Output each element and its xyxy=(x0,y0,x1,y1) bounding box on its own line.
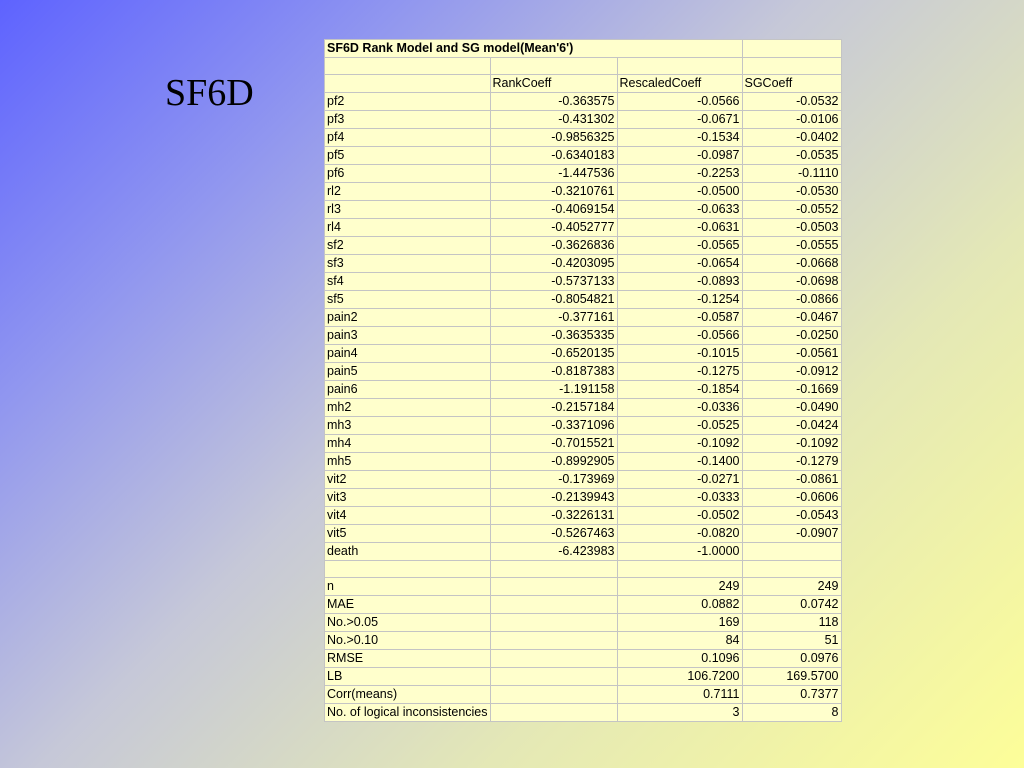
value-cell: -0.0907 xyxy=(742,525,841,543)
row-label: mh2 xyxy=(325,399,491,417)
empty-cell xyxy=(742,561,841,578)
value-cell: -0.1092 xyxy=(742,435,841,453)
value-cell: -0.3626836 xyxy=(490,237,617,255)
row-label: death xyxy=(325,543,491,561)
value-cell xyxy=(742,543,841,561)
value-cell xyxy=(490,650,617,668)
stats-row xyxy=(325,704,842,722)
value-cell: -0.1110 xyxy=(742,165,841,183)
stats-row xyxy=(325,596,842,614)
table-row xyxy=(325,255,842,273)
row-label: mh3 xyxy=(325,417,491,435)
value-cell xyxy=(490,596,617,614)
empty-cell xyxy=(742,40,841,58)
coefficients-table-container xyxy=(324,39,842,722)
table-row xyxy=(325,489,842,507)
header-cell: RescaledCoeff xyxy=(617,75,742,93)
value-cell: -0.431302 xyxy=(490,111,617,129)
value-cell: -0.0271 xyxy=(617,471,742,489)
value-cell: 51 xyxy=(742,632,841,650)
value-cell: -0.0668 xyxy=(742,255,841,273)
value-cell xyxy=(490,686,617,704)
table-row xyxy=(325,129,842,147)
table-row xyxy=(325,165,842,183)
table-row xyxy=(325,183,842,201)
value-cell: -0.0336 xyxy=(617,399,742,417)
table-title-row xyxy=(325,40,842,58)
value-cell: -0.0587 xyxy=(617,309,742,327)
value-cell: -1.447536 xyxy=(490,165,617,183)
value-cell: -0.1254 xyxy=(617,291,742,309)
row-label: vit5 xyxy=(325,525,491,543)
value-cell: 0.0976 xyxy=(742,650,841,668)
value-cell: -0.1092 xyxy=(617,435,742,453)
value-cell: -0.0631 xyxy=(617,219,742,237)
row-label: Corr(means) xyxy=(325,686,491,704)
value-cell: -6.423983 xyxy=(490,543,617,561)
empty-cell xyxy=(617,58,742,75)
value-cell: -0.0561 xyxy=(742,345,841,363)
row-label: No. of logical inconsistencies xyxy=(325,704,491,722)
value-cell xyxy=(490,578,617,596)
stats-row xyxy=(325,578,842,596)
value-cell: 249 xyxy=(617,578,742,596)
row-label: mh5 xyxy=(325,453,491,471)
table-row xyxy=(325,93,842,111)
value-cell: -0.3226131 xyxy=(490,507,617,525)
value-cell: -0.377161 xyxy=(490,309,617,327)
value-cell: -0.0402 xyxy=(742,129,841,147)
value-cell: -0.0633 xyxy=(617,201,742,219)
value-cell: -0.1854 xyxy=(617,381,742,399)
stats-row xyxy=(325,668,842,686)
value-cell: -0.0866 xyxy=(742,291,841,309)
value-cell: -0.0535 xyxy=(742,147,841,165)
blank-row xyxy=(325,561,842,578)
value-cell: -0.0566 xyxy=(617,327,742,345)
value-cell: -0.0861 xyxy=(742,471,841,489)
value-cell: -0.0912 xyxy=(742,363,841,381)
table-row xyxy=(325,291,842,309)
table-row xyxy=(325,273,842,291)
value-cell xyxy=(490,668,617,686)
value-cell xyxy=(490,704,617,722)
value-cell: -0.2157184 xyxy=(490,399,617,417)
stats-row xyxy=(325,650,842,668)
row-label: sf4 xyxy=(325,273,491,291)
value-cell: -0.0698 xyxy=(742,273,841,291)
value-cell: -0.0333 xyxy=(617,489,742,507)
row-label: No.>0.10 xyxy=(325,632,491,650)
table-body xyxy=(325,40,842,722)
row-label: sf2 xyxy=(325,237,491,255)
value-cell: -0.363575 xyxy=(490,93,617,111)
value-cell: -0.0606 xyxy=(742,489,841,507)
value-cell: -0.1400 xyxy=(617,453,742,471)
value-cell: -0.8054821 xyxy=(490,291,617,309)
stats-row xyxy=(325,686,842,704)
table-row xyxy=(325,201,842,219)
value-cell: -0.0424 xyxy=(742,417,841,435)
value-cell: -0.0502 xyxy=(617,507,742,525)
value-cell: -0.2139943 xyxy=(490,489,617,507)
value-cell: -0.6340183 xyxy=(490,147,617,165)
value-cell: 0.7111 xyxy=(617,686,742,704)
value-cell: -0.5267463 xyxy=(490,525,617,543)
value-cell: -0.0555 xyxy=(742,237,841,255)
row-label: mh4 xyxy=(325,435,491,453)
value-cell: -0.0525 xyxy=(617,417,742,435)
value-cell: -0.4052777 xyxy=(490,219,617,237)
row-label: pain5 xyxy=(325,363,491,381)
row-label: RMSE xyxy=(325,650,491,668)
row-label: sf3 xyxy=(325,255,491,273)
value-cell: -0.9856325 xyxy=(490,129,617,147)
row-label: vit3 xyxy=(325,489,491,507)
value-cell: -0.0543 xyxy=(742,507,841,525)
row-label: pf3 xyxy=(325,111,491,129)
stats-row xyxy=(325,614,842,632)
empty-cell xyxy=(325,561,491,578)
table-row xyxy=(325,363,842,381)
value-cell: -0.4203095 xyxy=(490,255,617,273)
table-row xyxy=(325,219,842,237)
value-cell: -0.0250 xyxy=(742,327,841,345)
value-cell: -0.0893 xyxy=(617,273,742,291)
value-cell: -0.1275 xyxy=(617,363,742,381)
row-label: No.>0.05 xyxy=(325,614,491,632)
value-cell: -0.8187383 xyxy=(490,363,617,381)
row-label: pain4 xyxy=(325,345,491,363)
row-label: n xyxy=(325,578,491,596)
value-cell: -0.2253 xyxy=(617,165,742,183)
value-cell: 0.1096 xyxy=(617,650,742,668)
empty-cell xyxy=(617,561,742,578)
table-row xyxy=(325,435,842,453)
value-cell: -0.4069154 xyxy=(490,201,617,219)
value-cell: 3 xyxy=(617,704,742,722)
row-label: rl2 xyxy=(325,183,491,201)
value-cell: -0.173969 xyxy=(490,471,617,489)
table-row xyxy=(325,309,842,327)
value-cell: -1.0000 xyxy=(617,543,742,561)
value-cell: -0.0987 xyxy=(617,147,742,165)
value-cell: -0.0500 xyxy=(617,183,742,201)
table-row xyxy=(325,543,842,561)
table-row xyxy=(325,507,842,525)
value-cell: -0.8992905 xyxy=(490,453,617,471)
value-cell: -0.0467 xyxy=(742,309,841,327)
value-cell: -0.1534 xyxy=(617,129,742,147)
value-cell: -0.1015 xyxy=(617,345,742,363)
stats-row xyxy=(325,632,842,650)
value-cell: 118 xyxy=(742,614,841,632)
slide-title: SF6D xyxy=(165,72,254,114)
row-label: sf5 xyxy=(325,291,491,309)
value-cell: -0.0490 xyxy=(742,399,841,417)
value-cell: -0.5737133 xyxy=(490,273,617,291)
value-cell: -0.1669 xyxy=(742,381,841,399)
value-cell: -0.0566 xyxy=(617,93,742,111)
value-cell: -0.0532 xyxy=(742,93,841,111)
table-row xyxy=(325,147,842,165)
row-label: pain6 xyxy=(325,381,491,399)
value-cell: -0.0820 xyxy=(617,525,742,543)
coefficients-table xyxy=(324,39,842,722)
value-cell: 169 xyxy=(617,614,742,632)
value-cell: -0.0552 xyxy=(742,201,841,219)
value-cell: 249 xyxy=(742,578,841,596)
value-cell: 0.7377 xyxy=(742,686,841,704)
value-cell: 106.7200 xyxy=(617,668,742,686)
row-label: LB xyxy=(325,668,491,686)
row-label: vit2 xyxy=(325,471,491,489)
value-cell: 169.5700 xyxy=(742,668,841,686)
table-row xyxy=(325,381,842,399)
value-cell: 84 xyxy=(617,632,742,650)
table-row xyxy=(325,453,842,471)
value-cell: 8 xyxy=(742,704,841,722)
row-label: vit4 xyxy=(325,507,491,525)
header-cell: RankCoeff xyxy=(490,75,617,93)
value-cell: -0.0530 xyxy=(742,183,841,201)
header-cell: SGCoeff xyxy=(742,75,841,93)
value-cell: -0.0565 xyxy=(617,237,742,255)
value-cell: 0.0882 xyxy=(617,596,742,614)
row-label: pf5 xyxy=(325,147,491,165)
row-label: pain3 xyxy=(325,327,491,345)
empty-cell xyxy=(325,58,491,75)
value-cell: -0.0671 xyxy=(617,111,742,129)
row-label: MAE xyxy=(325,596,491,614)
value-cell: -0.7015521 xyxy=(490,435,617,453)
header-cell xyxy=(325,75,491,93)
table-row xyxy=(325,417,842,435)
row-label: pain2 xyxy=(325,309,491,327)
table-row xyxy=(325,525,842,543)
row-label: rl4 xyxy=(325,219,491,237)
empty-cell xyxy=(742,58,841,75)
table-title: SF6D Rank Model and SG model(Mean'6') xyxy=(325,40,743,58)
value-cell: -1.191158 xyxy=(490,381,617,399)
empty-cell xyxy=(490,58,617,75)
value-cell: -0.0106 xyxy=(742,111,841,129)
row-label: pf6 xyxy=(325,165,491,183)
value-cell xyxy=(490,632,617,650)
header-row xyxy=(325,75,842,93)
row-label: rl3 xyxy=(325,201,491,219)
value-cell: -0.1279 xyxy=(742,453,841,471)
table-row xyxy=(325,327,842,345)
row-label: pf4 xyxy=(325,129,491,147)
value-cell xyxy=(490,614,617,632)
value-cell: 0.0742 xyxy=(742,596,841,614)
value-cell: -0.0503 xyxy=(742,219,841,237)
table-row xyxy=(325,399,842,417)
table-row xyxy=(325,111,842,129)
table-row xyxy=(325,471,842,489)
table-row xyxy=(325,345,842,363)
table-row xyxy=(325,237,842,255)
empty-cell xyxy=(490,561,617,578)
row-label: pf2 xyxy=(325,93,491,111)
value-cell: -0.3635335 xyxy=(490,327,617,345)
value-cell: -0.6520135 xyxy=(490,345,617,363)
value-cell: -0.3210761 xyxy=(490,183,617,201)
value-cell: -0.3371096 xyxy=(490,417,617,435)
value-cell: -0.0654 xyxy=(617,255,742,273)
blank-row xyxy=(325,58,842,75)
